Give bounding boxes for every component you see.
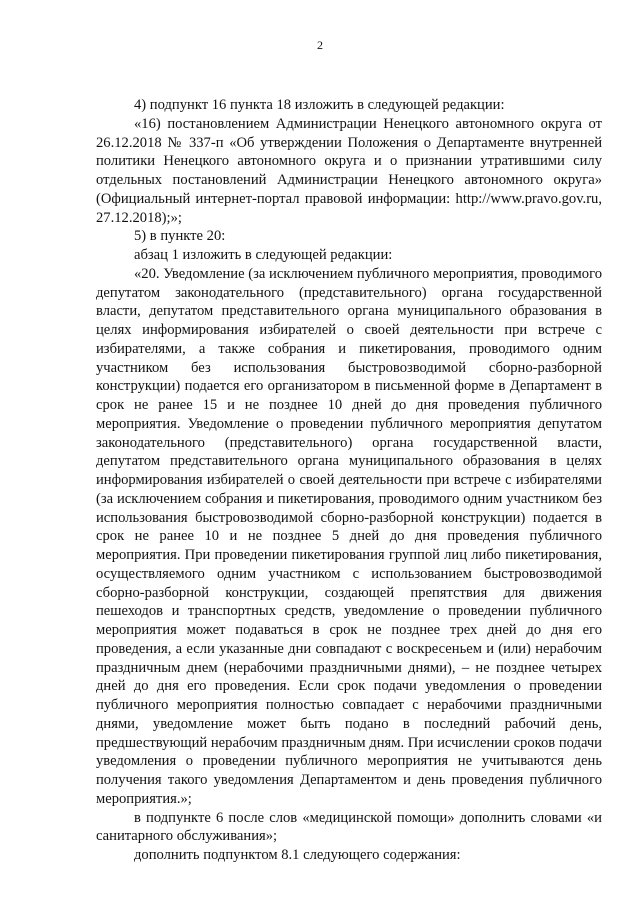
page-number: 2 (317, 38, 323, 52)
paragraph-add-8-1: дополнить подпунктом 8.1 следующего содержания: (134, 847, 461, 863)
paragraph-item-5: 5) в пункте 20: (134, 228, 226, 245)
paragraph-subitem-6: в подпункте 6 после слов «медицинской помощи» дополнить словами «и санитарного обслуживания»; (96, 809, 602, 845)
paragraph-clause-20-text: «20. Уведомление (за исключением публичного мероприятия, проводимого депутатом законодательного (представительного) органа государственной власти, депутатом представительного органа муниципального образования в целях информирования избирателей о своей деятельности при встрече с избирателями, а также собрания и пикетирования, проводимого одним участником без использования быстровозводимой сборно-разборной конструкции) подается его организатором в письменной форме в Департамент в срок не ранее 15 и не позднее 10 дней до дня проведения публичного мероприятия. Уведомление о проведении публичного мероприятия депутатом законодательного (представительного) органа государственной власти, депутатом представительного органа муниципального образования в целях информирования избирателей о своей деятельности при встрече с избирателями (за исключением собрания и пикетирования, проводимого одним участником без использования быстровозводимой сборно-разборной конструкции) подается в срок не ранее 10 и не позднее 5 дней до дня проведения публичного мероприятия. При проведении пикетирования группой лиц либо пикетирования, осуществляемого одним участником с использованием быстровозводимой сборно-разборной конструкции, создающей препятствия для движения пешеходов и транспортных средств, уведомление о проведении публичного мероприятия может подаваться в срок не позднее трех дней до дня его проведения, а если указанные дни совпадают с воскресеньем и (или) нерабочим праздничным днем (нерабочими праздничными днями), – не позднее четырех дней до дня его проведения. Если срок подачи уведомления о проведении публичного мероприятия полностью совпадает с нерабочими праздничными днями, уведомление может быть подано в последний рабочий день, предшествующий нерабочим праздничным дням. При исчислении сроков подачи уведомления о проведении публичного мероприятия не учитываются день получения такого уведомления Департаментом и день проведения публичного мероприятия.»; (96, 265, 602, 807)
paragraph-subitem-16-text: «16) постановлением Администрации Ненецкого автономного округа от 26.12.2018 № 337-п «Об утверждении Положения о Департаменте внутренней политики Ненецкого автономного округа и о признании утратившими силу отдельных постановлений Администрации Ненецкого автономного округа» (Официальный интернет-портал правовой информации: http://www.pravo.gov.ru, 27.12.2018);»; (96, 115, 602, 226)
paragraph-item-4: 4) подпункт 16 пункта 18 изложить в следующей редакции: (134, 97, 505, 113)
document-body (96, 96, 602, 865)
paragraph-abzac-1: абзац 1 изложить в следующей редакции: (134, 247, 393, 263)
